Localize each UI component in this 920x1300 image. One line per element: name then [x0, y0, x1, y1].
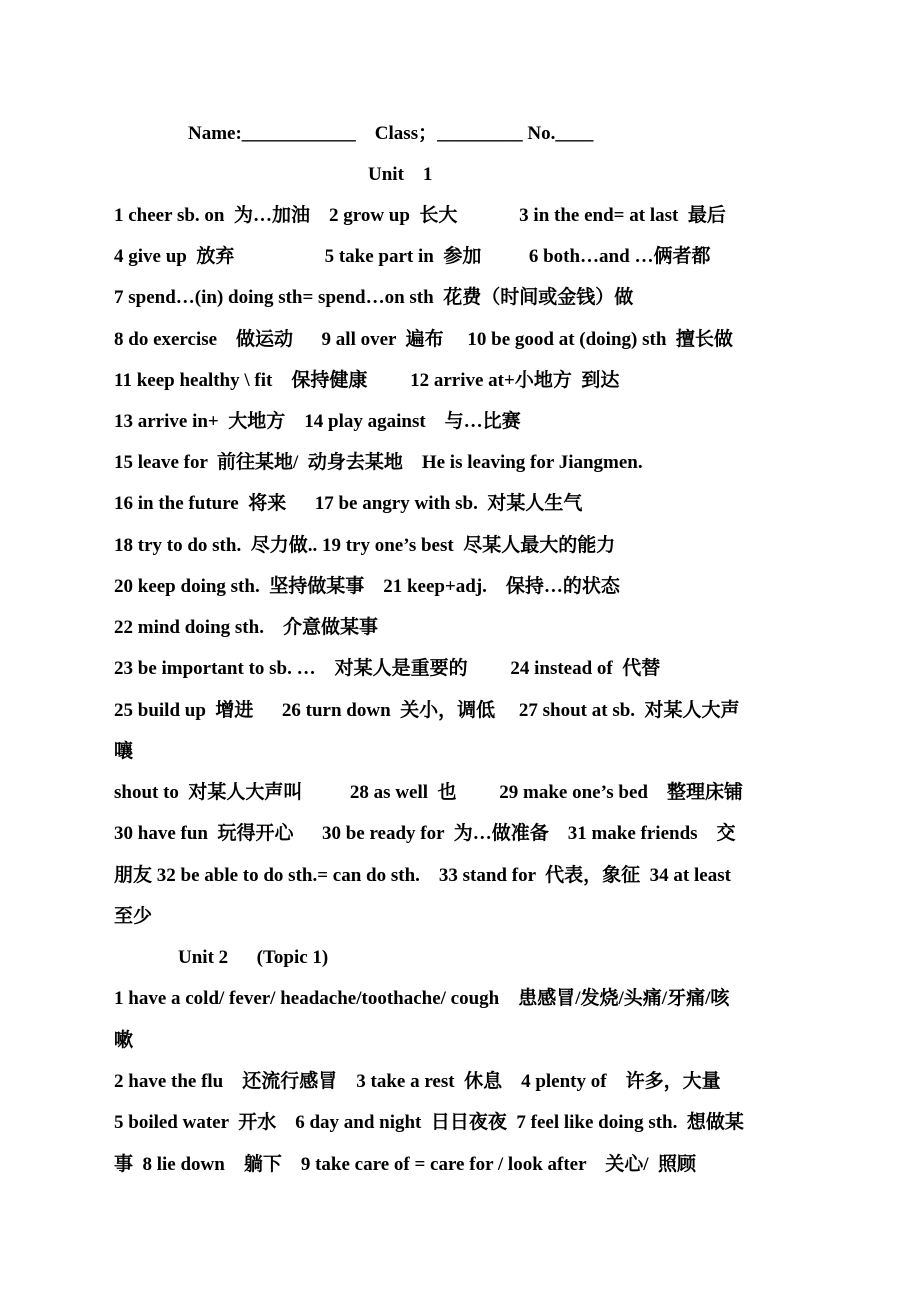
- unit1-line-15: shout to 对某人大声叫 28 as well 也 29 make one’s bed 整理床铺: [114, 782, 743, 803]
- unit1-line-8: 16 in the future 将来 17 be angry with sb. 对某人生气: [114, 493, 583, 514]
- unit1-line-10: 20 keep doing sth. 坚持做某事 21 keep+adj. 保持…的状态: [114, 576, 620, 597]
- unit2-line-2: 嗽: [114, 1030, 134, 1051]
- unit1-line-18: 至少: [114, 906, 153, 927]
- unit1-line-16: 30 have fun 玩得开心 30 be ready for 为…做准备 31 make friends 交: [114, 823, 736, 844]
- unit1-line-5: 11 keep healthy \ fit 保持健康 12 arrive at+小地方 到达: [114, 370, 620, 391]
- unit1-line-17: 朋友 32 be able to do sth.= can do sth. 33 stand for 代表，象征 34 at least: [114, 865, 731, 886]
- unit1-line-3: 7 spend…(in) doing sth= spend…on sth 花费（时间或金钱）做: [114, 287, 634, 308]
- name-class-number-line: Name:____________ Class；_________ No.____: [188, 123, 594, 144]
- unit1-line-14: 嚷: [114, 741, 134, 762]
- unit2-line-4: 5 boiled water 开水 6 day and night 日日夜夜 7 feel like doing sth. 想做某: [114, 1112, 744, 1133]
- unit-2-title: Unit 2 (Topic 1): [178, 947, 329, 968]
- unit2-line-1: 1 have a cold/ fever/ headache/toothache/ cough 患感冒/发烧/头痛/牙痛/咳: [114, 988, 730, 1009]
- unit2-line-3: 2 have the flu 还流行感冒 3 take a rest 休息 4 plenty of 许多，大量: [114, 1071, 721, 1092]
- unit1-line-11: 22 mind doing sth. 介意做某事: [114, 617, 378, 638]
- unit1-line-1: 1 cheer sb. on 为…加油 2 grow up 长大 3 in the end= at last 最后: [114, 205, 726, 226]
- unit2-line-5: 事 8 lie down 躺下 9 take care of = care for / look after 关心/ 照顾: [114, 1154, 696, 1175]
- unit1-line-9: 18 try to do sth. 尽力做.. 19 try one’s best 尽某人最大的能力: [114, 535, 616, 556]
- unit-1-title: Unit 1: [368, 164, 433, 185]
- unit1-line-7: 15 leave for 前往某地/ 动身去某地 He is leaving for Jiangmen.: [114, 452, 643, 473]
- unit1-line-2: 4 give up 放弃 5 take part in 参加 6 both…and …俩者都: [114, 246, 711, 267]
- unit1-line-4: 8 do exercise 做运动 9 all over 遍布 10 be good at (doing) sth 擅长做: [114, 329, 733, 350]
- unit1-line-6: 13 arrive in+ 大地方 14 play against 与…比赛: [114, 411, 521, 432]
- unit1-line-12: 23 be important to sb. … 对某人是重要的 24 instead of 代替: [114, 658, 661, 679]
- unit1-line-13: 25 build up 增进 26 turn down 关小，调低 27 shout at sb. 对某人大声: [114, 700, 740, 721]
